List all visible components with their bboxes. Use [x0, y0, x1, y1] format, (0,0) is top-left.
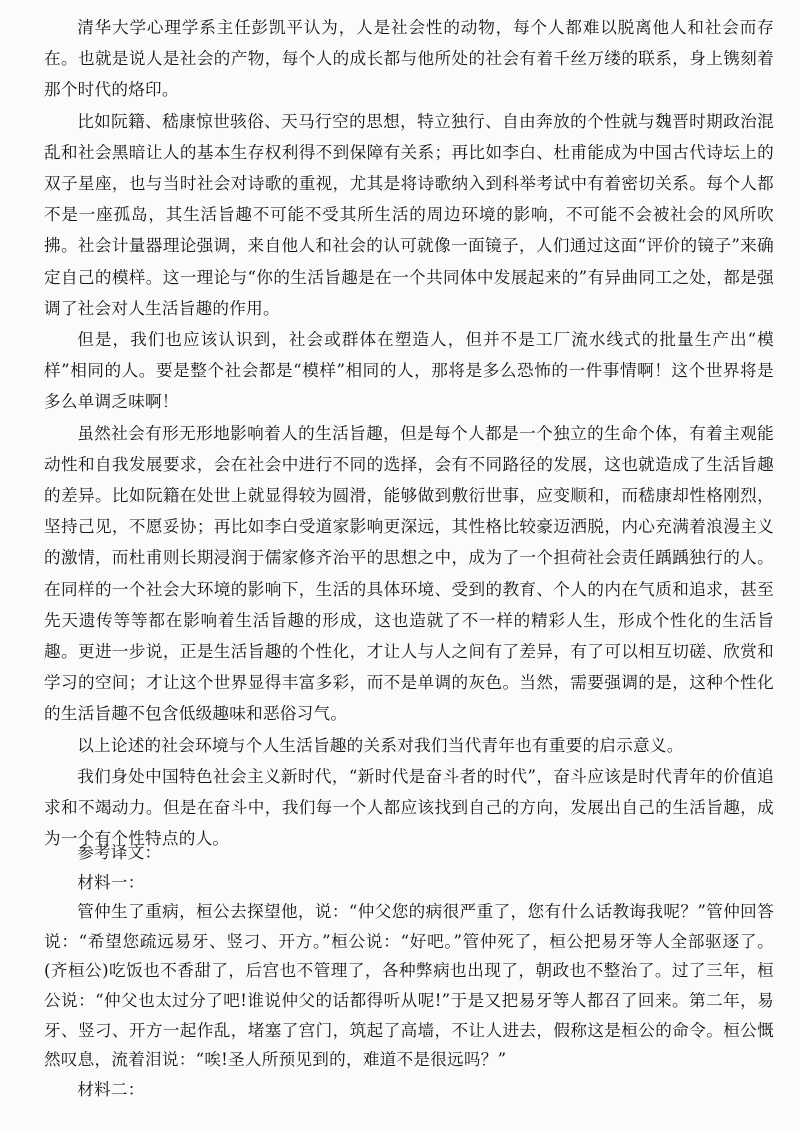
reference-heading: 参考译文：	[77, 843, 162, 862]
essay-body	[44, 12, 774, 854]
essay-paragraph: 比如阮籍、嵇康惊世骇俗、天马行空的思想，特立独行、自由奔放的个性就与魏晋时期政治混乱和社会黑暗让人的基本生存权利得不到保障有关系；再比如李白、杜甫能成为中国古代诗坛上的双子星座，也与当时社会对诗歌的重视，尤其是将诗歌纳入到科举考试中有着密切关系。每个人都不是一座孤岛，其生活旨趣不可能不受其所生活的周边环境的影响，不可能不会被社会的风所吹拂。社会计量器理论强调，来自他人和社会的认可就像一面镜子，人们通过这面“评价的镜子”来确定自己的模样。这一理论与“你的生活旨趣是在一个共同体中发展起来的”有异曲同工之处，都是强调了社会对人生活旨趣的作用。	[44, 111, 774, 318]
material-two-label: 材料二：	[77, 1079, 145, 1099]
essay-paragraph: 但是，我们也应该认识到，社会或群体在塑造人，但并不是工厂流水线式的批量生产出“模样”相同的人。要是整个社会都是“模样”相同的人，那将是多么恐怖的一件事情啊！这个世界将是多么单调乏味啊！	[44, 330, 774, 412]
essay-paragraph: 虽然社会有形无形地影响着人的生活旨趣，但是每个人都是一个独立的生命个体，有着主观能动性和自我发展要求，会在社会中进行不同的选择，会有不同路径的发展，这也就造成了生活旨趣的差异。比如阮籍在处世上就显得较为圆滑，能够做到敷衍世事，应变顺和，而嵇康却性格刚烈，坚持己见，不愿妥协；再比如李白受道家影响更深远，其性格比较豪迈洒脱，内心充满着浪漫主义的激情，而杜甫则长期浸润于儒家修齐治平的思想之中，成为了一个担荷社会责任踽踽独行的人。在同样的一个社会大环境的影响下，生活的具体环境、受到的教育、个人的内在气质和追求，甚至先天遗传等等都在影响着生活旨趣的形成，这也造就了不一样的精彩人生，形成个性化的生活旨趣。更进一步说，正是生活旨趣的个性化，才让人与人之间有了差异，有了可以相互切磋、欣赏和学习的空间；才让这个世界显得丰富多彩，而不是单调的灰色。当然，需要强调的是，这种个性化的生活旨趣不包含低级趣味和恶俗习气。	[44, 423, 774, 724]
material-one-text: 管仲生了重病，桓公去探望他，说：“仲父您的病很严重了，您有什么话教诲我呢？”管仲回答说：“希望您疏远易牙、竖刁、开方。”桓公说：“好吧。”管仲死了，桓公把易牙等人全部驱逐了。(齐桓公)吃饭也不香甜了，后宫也不管理了，各种弊病也出现了，朝政也不整治了。过了三年，桓公说：“仲父也太过分了吧!谁说仲父的话都得听从呢!”于是又把易牙等人都召了回来。第二年，易牙、竖刁、开方一起作乱，堵塞了宫门，筑起了高墙，不让人进去，假称这是桓公的命令。桓公慨然叹息，流着泪说：“唉!圣人所预见到的，难道不是很远吗？”	[44, 902, 774, 1070]
reference-translation	[44, 838, 774, 1104]
material-one-label: 材料一：	[77, 872, 145, 892]
essay-paragraph: 清华大学心理学系主任彭凯平认为，人是社会性的动物，每个人都难以脱离他人和社会而存在。也就是说人是社会的产物，每个人的成长都与他所处的社会有着千丝万缕的联系，身上镌刻着那个时代的烙印。	[44, 18, 774, 100]
essay-paragraph: 以上论述的社会环境与个人生活旨趣的关系对我们当代青年也有重要的启示意义。	[77, 735, 684, 755]
essay-paragraph: 我们身处中国特色社会主义新时代，“新时代是奋斗者的时代”，奋斗应该是时代青年的价值追求和不竭动力。但是在奋斗中，我们每一个人都应该找到自己的方向，发展出自己的生活旨趣，成为一个有个性特点的人。	[44, 766, 774, 849]
